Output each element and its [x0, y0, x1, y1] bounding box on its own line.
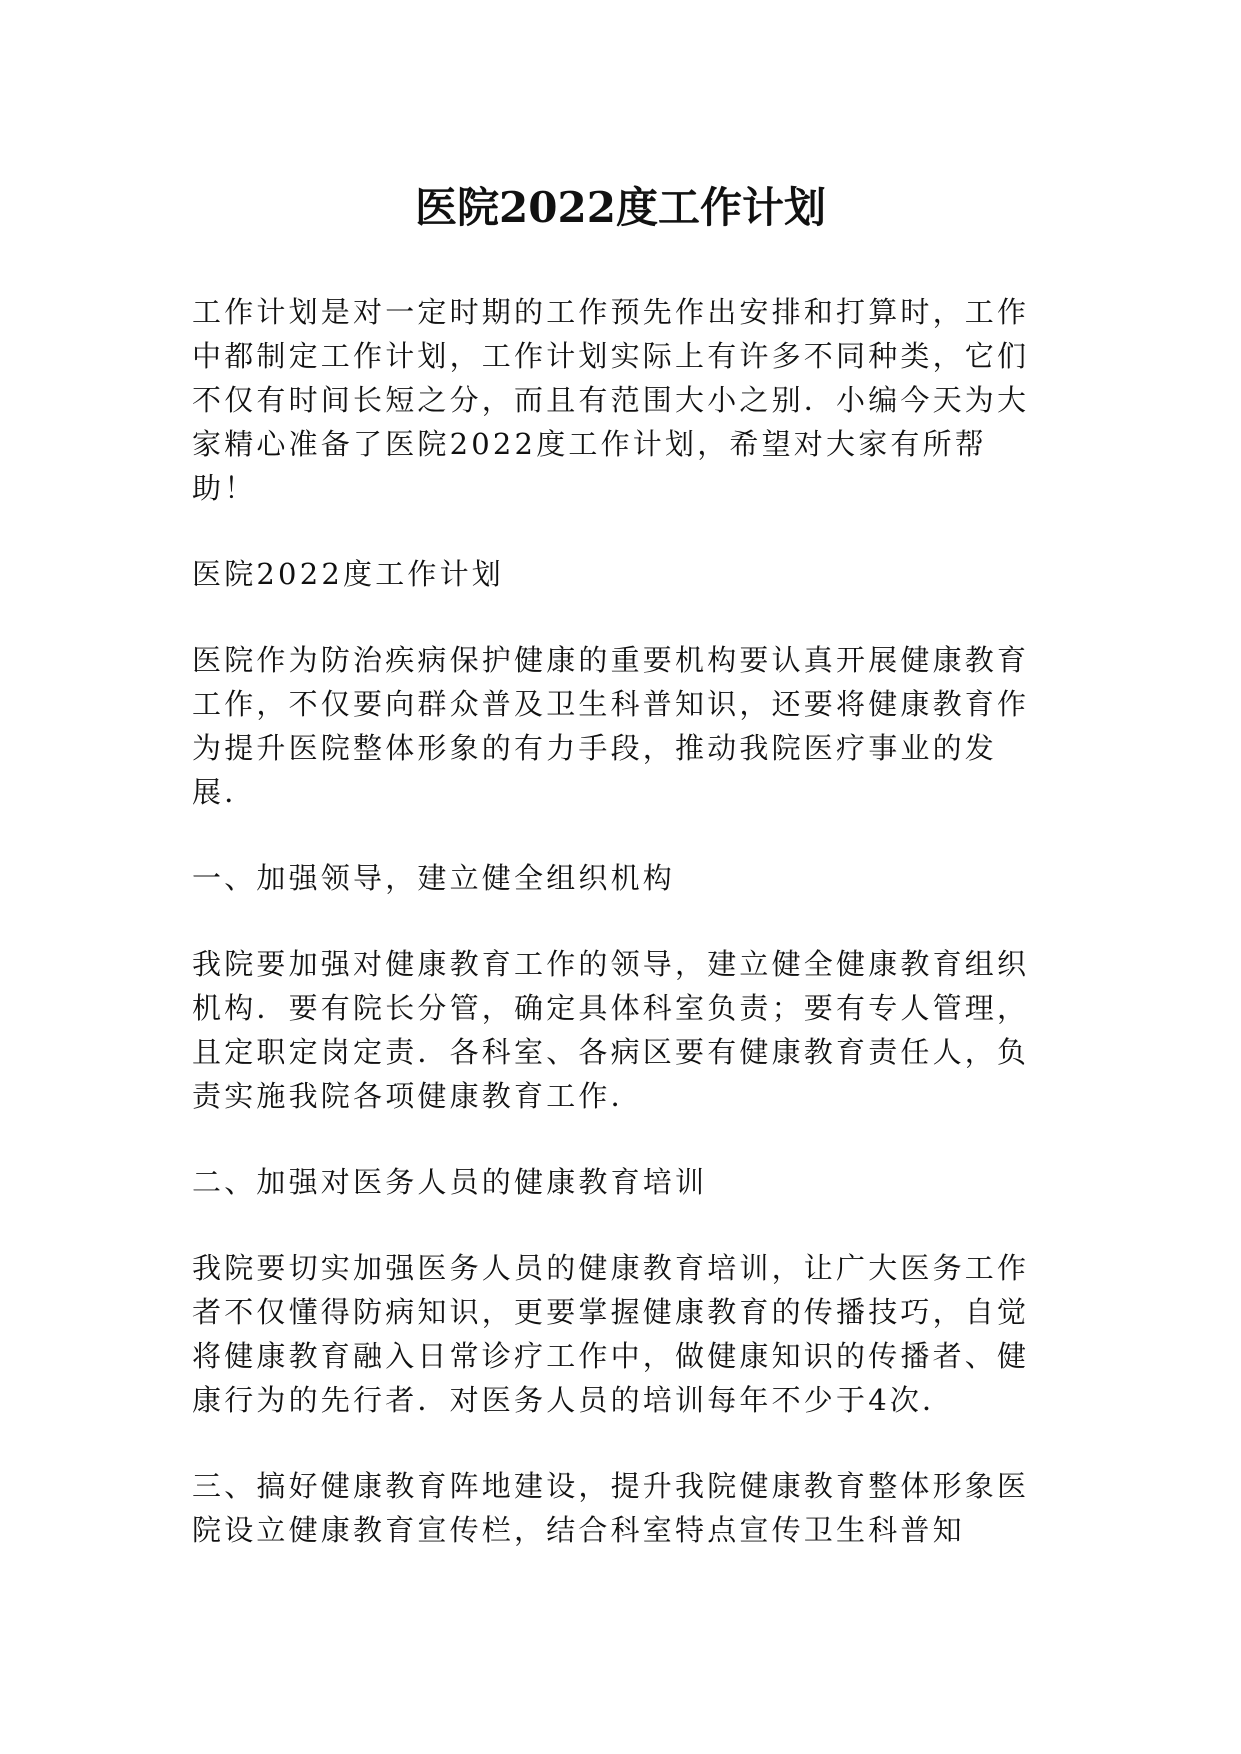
section-paragraph-3: 三、搞好健康教育阵地建设，提升我院健康教育整体形象医院设立健康教育宣传栏，结合科室特点宣传卫生科普知 — [192, 1469, 1030, 1547]
section-heading-1: 一、加强领导，建立健全组织机构 — [192, 861, 676, 895]
document-title: 医院2022度工作计划 — [415, 183, 826, 232]
section-paragraph-2: 我院要切实加强医务人员的健康教育培训，让广大医务工作者不仅懂得防病知识，更要掌握健康教育的传播技巧，自觉将健康教育融入日常诊疗工作中，做健康知识的传播者、健康行为的先行者．对医务人员的培训每年不少于4次． — [192, 1251, 1030, 1417]
overview-paragraph: 医院作为防治疾病保护健康的重要机构要认真开展健康教育工作，不仅要向群众普及卫生科普知识，还要将健康教育作为提升医院整体形象的有力手段，推动我院医疗事业的发展． — [192, 643, 1030, 809]
section-heading-2: 二、加强对医务人员的健康教育培训 — [192, 1165, 708, 1199]
section-paragraph-1: 我院要加强对健康教育工作的领导，建立健全健康教育组织机构．要有院长分管，确定具体科室负责；要有专人管理，且定职定岗定责．各科室、各病区要有健康教育责任人，负责实施我院各项健康教育工作． — [192, 947, 1030, 1113]
document-body — [192, 290, 1050, 1594]
subtitle-heading: 医院2022度工作计划 — [192, 557, 505, 591]
intro-paragraph: 工作计划是对一定时期的工作预先作出安排和打算时，工作中都制定工作计划，工作计划实际上有许多不同种类，它们不仅有时间长短之分，而且有范围大小之别．小编今天为大家精心准备了医院2022度工作计划，希望对大家有所帮助！ — [192, 295, 1030, 505]
